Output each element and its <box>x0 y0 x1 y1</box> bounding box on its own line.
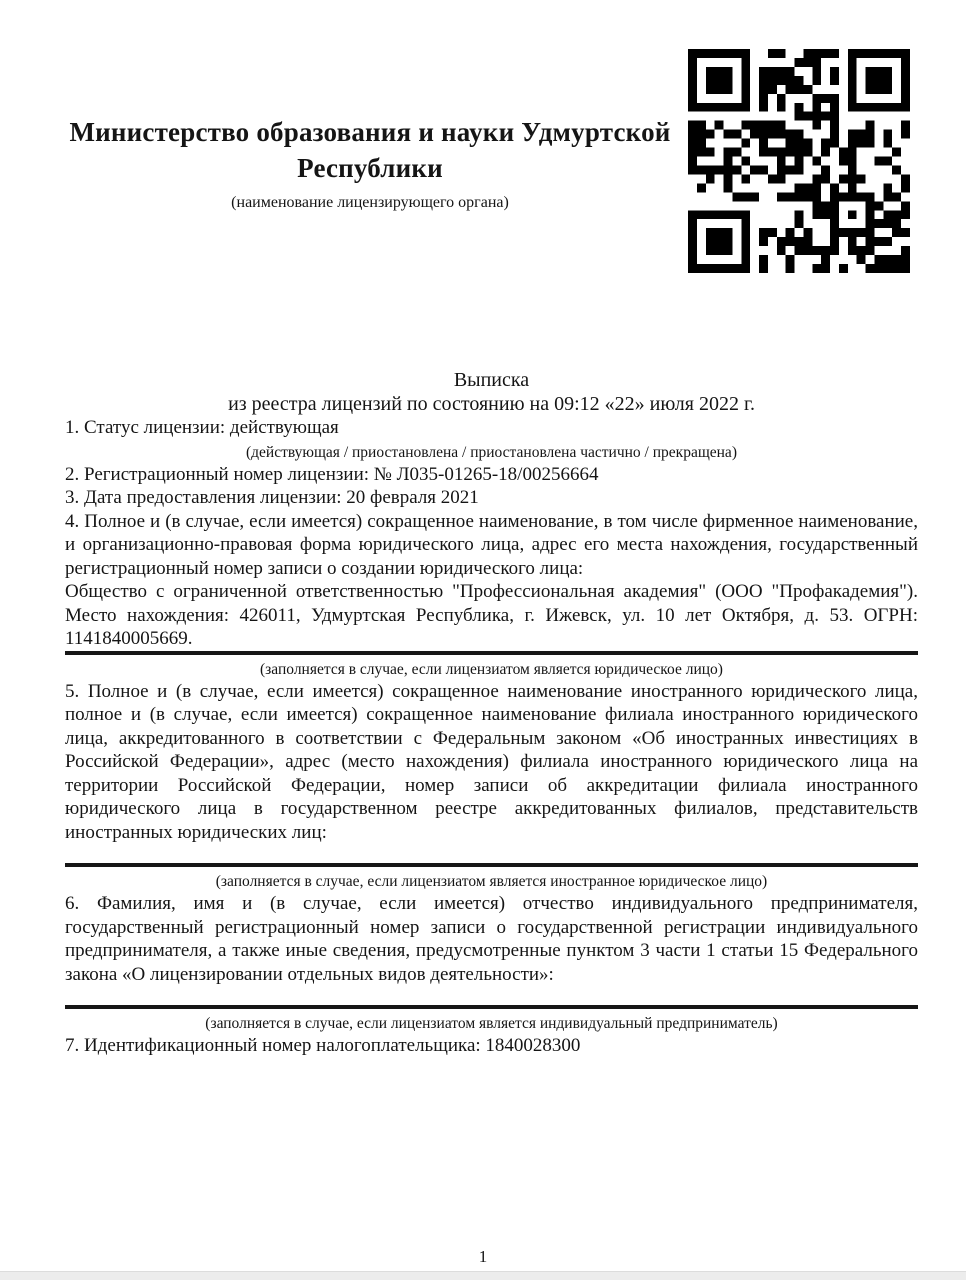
extract-title: Выписка <box>453 369 530 391</box>
item-4-note: (заполняется в случае, если лицензиатом является юридическое лицо) <box>260 660 723 678</box>
document-body <box>65 368 918 1058</box>
page-bottom-edge <box>0 1271 966 1280</box>
item-5-fill-line <box>65 863 918 867</box>
item-6-entrepreneur-label: 6. Фамилия, имя и (в случае, если имеется) отчество индивидуального предпринимателя, государственный регистрационный номер записи о государственной регистрации индивидуального предпринимателя, а также иные сведения, предусмотренные пунктом 3 части 1 статьи 15 Федерального закона «О лицензировании отдельных видов деятельности»: <box>65 893 918 985</box>
item-4-legal-entity-value: Общество с ограниченной ответственностью "Профессиональная академия" (ООО "Профакадемия"). Место нахождения: 426011, Удмуртская Республика, г. Ижевск, ул. 10 лет Октября, д. 53. ОГРН: 1141840005669. <box>65 581 918 649</box>
licensing-authority-header <box>65 114 675 213</box>
page-title <box>65 114 675 186</box>
ministry-name-line2: Республики <box>297 153 443 183</box>
extract-heading <box>65 368 918 416</box>
item-4-fill-line <box>65 651 918 655</box>
page-number: 1 <box>478 1247 488 1266</box>
ministry-name-line1: Министерство образования и науки Удмуртской <box>69 117 671 147</box>
extract-subtitle: из реестра лицензий по состоянию на 09:12 «22» июля 2022 г. <box>228 393 755 415</box>
ministry-caption: (наименование лицензирующего органа) <box>231 194 509 211</box>
item-1-license-status: 1. Статус лицензии: действующая <box>65 417 339 438</box>
item-5-note: (заполняется в случае, если лицензиатом является иностранное юридическое лицо) <box>215 873 768 890</box>
item-6-fill-line <box>65 1005 918 1009</box>
item-4-legal-entity-label: 4. Полное и (в случае, если имеется) сокращенное наименование, в том числе фирменное наименование, и организационно-правовая форма юридического лица, адрес его места нахождения, государственный регистрационный номер записи о создании юридического лица: <box>65 510 918 579</box>
item-1-note: (действующая / приостановлена / приостановлена частично / прекращена) <box>246 443 737 461</box>
item-3-grant-date: 3. Дата предоставления лицензии: 20 февраля 2021 <box>65 487 479 508</box>
qr-code <box>688 49 910 273</box>
item-7-taxpayer-number: 7. Идентификационный номер налогоплательщика: 1840028300 <box>65 1035 581 1056</box>
item-5-foreign-entity-label: 5. Полное и (в случае, если имеется) сокращенное наименование иностранного юридического лица, полное и (в случае, если имеется) сокращенное наименование филиала иностранного юридического лица, аккредитованного в соответствии с Федеральным законом «Об иностранных инвестициях в Российской Федерации», адрес (место нахождения) филиала иностранного юридического лица на территории Российской Федерации, номер записи об аккредитации филиала иностранного юридического лица в государственном реестре аккредитованных филиалов, представительств иностранных юридических лиц: <box>65 680 918 843</box>
item-2-registration-number: 2. Регистрационный номер лицензии: № Л035-01265-18/00256664 <box>65 463 599 485</box>
item-6-note: (заполняется в случае, если лицензиатом является индивидуальный предприниматель) <box>205 1015 778 1032</box>
